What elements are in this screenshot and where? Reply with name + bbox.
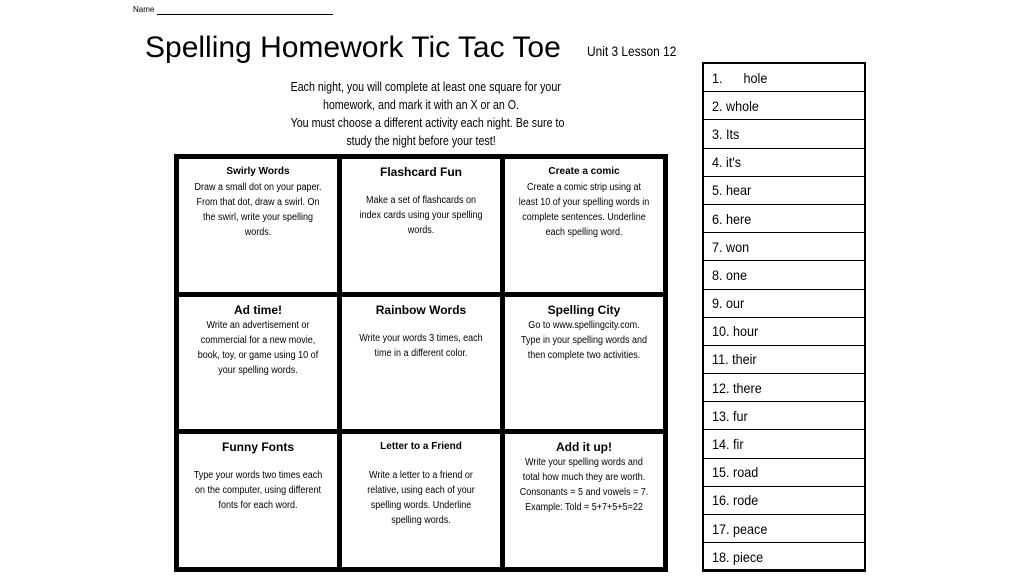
word-text: 8. one <box>712 266 748 283</box>
list-item <box>704 177 864 205</box>
instructions <box>262 78 580 150</box>
word-text: 2. whole <box>712 97 759 114</box>
list-item <box>704 543 864 571</box>
grid-cell-swirly-words[interactable] <box>179 159 337 292</box>
word-text: 12. there <box>712 379 762 396</box>
name-blank-line[interactable] <box>157 6 333 15</box>
name-field[interactable] <box>133 5 333 15</box>
activity-description: Write your words 3 times, each time in a different color. <box>359 332 483 359</box>
list-item <box>704 402 864 430</box>
activity-description: Create a comic strip using at least 10 of your spelling words in complete sentences. Underline each spelling word. <box>518 182 650 238</box>
word-text: 5. hear <box>712 182 752 199</box>
list-item <box>704 64 864 92</box>
list-item <box>704 149 864 177</box>
word-text: 7. won <box>712 238 750 255</box>
activity-title: Swirly Words <box>226 166 290 177</box>
grid-cell-add-it-up[interactable] <box>505 434 663 567</box>
activity-title: Create a comic <box>548 166 620 177</box>
activity-title: Letter to a Friend <box>380 441 462 453</box>
activity-description: Type your words two times each on the computer, using different fonts for each word. <box>193 470 323 512</box>
word-text: 3. Its <box>712 125 740 142</box>
grid-cell-funny-fonts[interactable] <box>179 434 337 567</box>
activity-title: Spelling City <box>547 302 621 317</box>
word-text: 16. rode <box>712 492 759 509</box>
list-item <box>704 92 864 120</box>
list-item <box>704 374 864 402</box>
word-text: 11. their <box>712 351 757 368</box>
list-item <box>704 430 864 458</box>
activity-title: Flashcard Fun <box>379 165 462 179</box>
spelling-word-list <box>702 62 866 572</box>
word-text: 9. our <box>712 295 745 312</box>
word-text: 10. hour <box>712 323 759 340</box>
word-text: 13. fur <box>712 407 748 424</box>
activity-title: Funny Fonts <box>222 440 294 455</box>
grid-cell-flashcard-fun[interactable] <box>342 159 500 292</box>
activity-title: Rainbow Words <box>375 302 467 317</box>
activity-description: Draw a small dot on your paper. From that dot, draw a swirl. On the swirl, write your spelling words. <box>194 182 322 238</box>
word-text: 17. peace <box>712 520 768 537</box>
grid-cell-create-a-comic[interactable] <box>505 159 663 292</box>
list-item <box>704 318 864 346</box>
list-item <box>704 233 864 261</box>
list-item <box>704 120 864 148</box>
list-item <box>704 261 864 289</box>
list-item <box>704 487 864 515</box>
tic-tac-toe-grid <box>174 154 668 572</box>
page-title: Spelling Homework Tic Tac Toe <box>145 31 561 64</box>
list-item <box>704 290 864 318</box>
name-label: Name <box>133 5 155 14</box>
instruction-line: study the night before your test! <box>346 133 496 148</box>
word-text: 4. it's <box>712 154 742 171</box>
activity-description: Write your spelling words and total how much they are worth. Consonants = 5 and vowels = 7. Example: Told = 5+7+5+5=22 <box>519 457 649 514</box>
activity-description: Write an advertisement or commercial for a new movie, book, toy, or game using 10 of your spelling words. <box>197 319 319 376</box>
grid-cell-spelling-city[interactable] <box>505 297 663 430</box>
word-text: 15. road <box>712 464 759 481</box>
activity-description: Go to www.spellingcity.com. Type in your spelling words and then complete two activities. <box>520 319 648 361</box>
list-item <box>704 459 864 487</box>
instruction-line: homework, and mark it with an X or an O. <box>322 97 520 112</box>
activity-title: Ad time! <box>234 302 282 317</box>
word-text: 14. fir <box>712 436 744 453</box>
list-item <box>704 346 864 374</box>
unit-lesson-label: Unit 3 Lesson 12 <box>587 43 677 59</box>
activity-description: Write a letter to a friend or relative, using each of your spelling words. Underline spelling words. <box>367 470 475 527</box>
grid-cell-rainbow-words[interactable] <box>342 297 500 430</box>
word-text: 18. piece <box>712 549 764 566</box>
instruction-line: Each night, you will complete at least one square for your <box>290 79 561 94</box>
grid-cell-ad-time[interactable] <box>179 297 337 430</box>
list-item <box>704 515 864 543</box>
activity-description: Make a set of flashcards on index cards using your spelling words. <box>359 195 483 236</box>
instruction-line: You must choose a different activity each night. Be sure to <box>290 115 565 130</box>
list-item <box>704 205 864 233</box>
word-text: 6. here <box>712 210 752 227</box>
grid-cell-letter-to-a-friend[interactable] <box>342 434 500 567</box>
word-text: 1. hole <box>712 69 768 86</box>
activity-title: Add it up! <box>556 440 612 455</box>
